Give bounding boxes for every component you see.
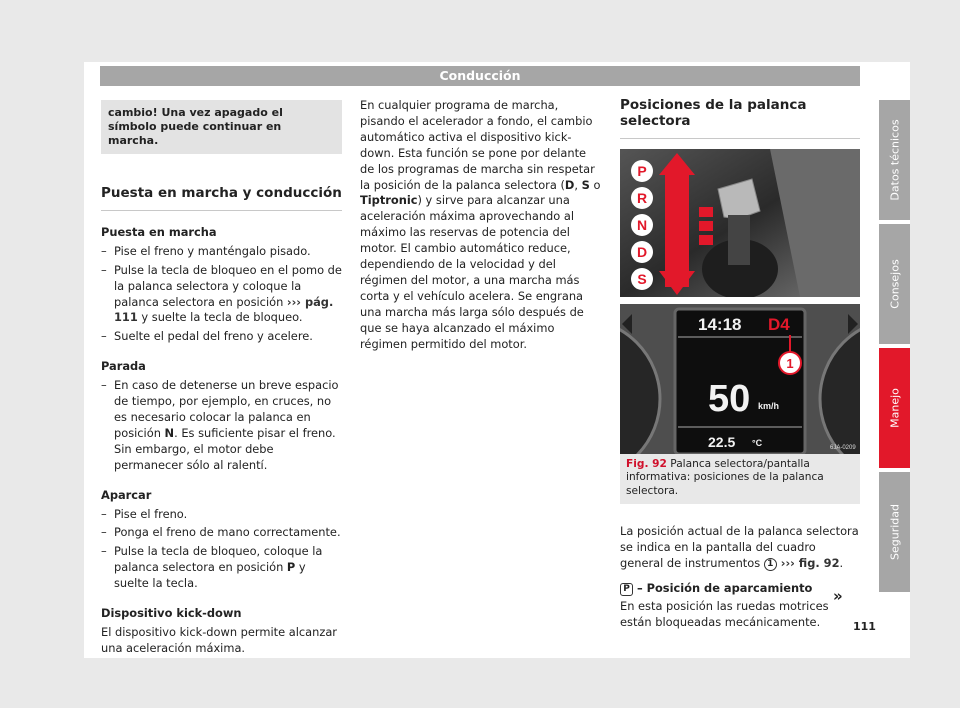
bullet bbox=[101, 544, 342, 592]
column-3 bbox=[620, 98, 860, 631]
column-2 bbox=[360, 98, 602, 353]
tab-manejo[interactable] bbox=[879, 348, 910, 468]
tab-label: Manejo bbox=[888, 388, 901, 428]
gear-letter: N bbox=[164, 425, 175, 440]
bullet-text: . Es suficiente pisar el freno. Sin embargo, el motor debe permanecer sólo al ralentí. bbox=[114, 425, 336, 472]
section-title-selector: Posiciones de la palanca selectora bbox=[620, 98, 860, 139]
gear-letter: D bbox=[564, 177, 575, 192]
fig-ref-link[interactable]: ››› fig. 92 bbox=[776, 556, 840, 571]
para-text: . bbox=[839, 556, 844, 571]
bullet-text: Pulse la tecla de bloqueo en el pomo de la palanca selectora y coloque la palanca selectora en posición bbox=[114, 262, 342, 309]
page-number: 111 bbox=[853, 620, 876, 633]
para-text: ) y sirve para alcanzar una aceleración máxima aprovechando al máximo las reservas de potencia del motor. El cambio automático reduce, dependiendo de la velocidad y del régimen del motor, a una marcha más corta y el vehículo acelera. Se engrana una marcha más larga sólo después de que se haya alcanzado el máximo régimen permitido del motor. bbox=[360, 193, 584, 351]
section-title-start: Puesta en marcha y conducción bbox=[101, 186, 342, 211]
bullet: – Pise el freno. bbox=[101, 507, 342, 523]
tab-label: Datos técnicos bbox=[888, 119, 901, 201]
tab-label: Seguridad bbox=[888, 504, 901, 560]
bullet-text: y suelte la tecla. bbox=[114, 560, 306, 591]
column-1 bbox=[101, 100, 342, 657]
clock-text: 14:18 bbox=[698, 314, 742, 334]
bullet bbox=[101, 263, 342, 327]
position-paragraph bbox=[620, 524, 860, 572]
gear-letter-d: D bbox=[636, 243, 648, 260]
warning-box: cambio! Una vez apagado el símbolo puede continuar en marcha. bbox=[101, 100, 342, 154]
gear-letter-n: N bbox=[636, 216, 648, 233]
page-ref-link[interactable]: ››› pág. 111 bbox=[114, 294, 334, 325]
gear-display-text: D4 bbox=[768, 314, 790, 334]
figure-92 bbox=[620, 149, 860, 505]
park-text: En esta posición las ruedas motrices están bloqueadas mecánicamente. bbox=[620, 598, 829, 629]
bullet-text: y suelte la tecla de bloqueo. bbox=[137, 310, 303, 325]
figure-code: 6JA-0209 bbox=[830, 444, 856, 451]
bullet: – Suelte el pedal del freno y acelere. bbox=[101, 329, 342, 345]
bullet-text: En caso de detenerse un breve espacio de tiempo, por ejemplo, en cruces, no es necesario colocar la palanca en posición bbox=[114, 378, 339, 440]
subhead-kickdown: Dispositivo kick-down bbox=[101, 606, 242, 621]
selector-illustration bbox=[620, 149, 860, 454]
bullet-text: Pulse la tecla de bloqueo, coloque la palanca selectora en posición bbox=[114, 544, 323, 575]
park-heading-text: – Posición de aparcamiento bbox=[633, 581, 813, 596]
bullet: – Ponga el freno de mano correctamente. bbox=[101, 525, 342, 541]
park-heading bbox=[620, 581, 860, 597]
tab-seguridad[interactable] bbox=[879, 472, 910, 592]
figure-image bbox=[620, 149, 860, 454]
para-text: o bbox=[589, 177, 601, 192]
speed-text: 50 bbox=[708, 377, 751, 420]
tab-label: Consejos bbox=[888, 259, 901, 309]
continue-mark: » bbox=[833, 587, 843, 605]
subhead-stop: Parada bbox=[101, 359, 146, 374]
gear-letter-r: R bbox=[636, 189, 648, 206]
para-text: En cualquier programa de marcha, pisando el acelerador a fondo, el cambio automático activa el dispositivo kick-down. Esta función se pone por delante de los programas de marcha sin respetar la posición de la palanca selectora ( bbox=[360, 98, 595, 192]
caption-text: Palanca selectora/pantalla informativa: posiciones de la palanca selectora. bbox=[626, 457, 824, 497]
subhead-start: Puesta en marcha bbox=[101, 224, 217, 239]
gear-letter: S bbox=[581, 177, 590, 192]
callout-1: 1 bbox=[786, 355, 794, 371]
gear-badge-p: P bbox=[620, 583, 633, 596]
tab-consejos[interactable] bbox=[879, 224, 910, 344]
tab-datos-tecnicos[interactable] bbox=[879, 100, 910, 220]
para-text: La posición actual de la palanca selectora se indica en la pantalla del cuadro general de instrumentos bbox=[620, 524, 859, 571]
kickdown-paragraph bbox=[360, 98, 602, 353]
bullet: – Pise el freno y manténgalo pisado. bbox=[101, 244, 342, 260]
tiptronic-label: Tiptronic bbox=[360, 193, 418, 208]
gear-letter-s: S bbox=[637, 270, 647, 287]
gear-letter-p: P bbox=[637, 162, 647, 179]
speed-unit-text: km/h bbox=[758, 400, 780, 411]
bullet bbox=[101, 378, 342, 473]
gear-letter: P bbox=[286, 560, 296, 575]
figure-caption bbox=[620, 454, 860, 505]
temp-unit-text: °C bbox=[752, 437, 763, 448]
chapter-header: Conducción bbox=[100, 66, 860, 86]
callout-ref-1: 1 bbox=[764, 558, 777, 571]
figure-label: Fig. 92 bbox=[626, 457, 667, 470]
subhead-park: Aparcar bbox=[101, 487, 152, 502]
kickdown-text: El dispositivo kick-down permite alcanzar una aceleración máxima. bbox=[101, 624, 337, 655]
para-text: , bbox=[574, 177, 582, 192]
temp-text: 22.5 bbox=[708, 433, 736, 450]
